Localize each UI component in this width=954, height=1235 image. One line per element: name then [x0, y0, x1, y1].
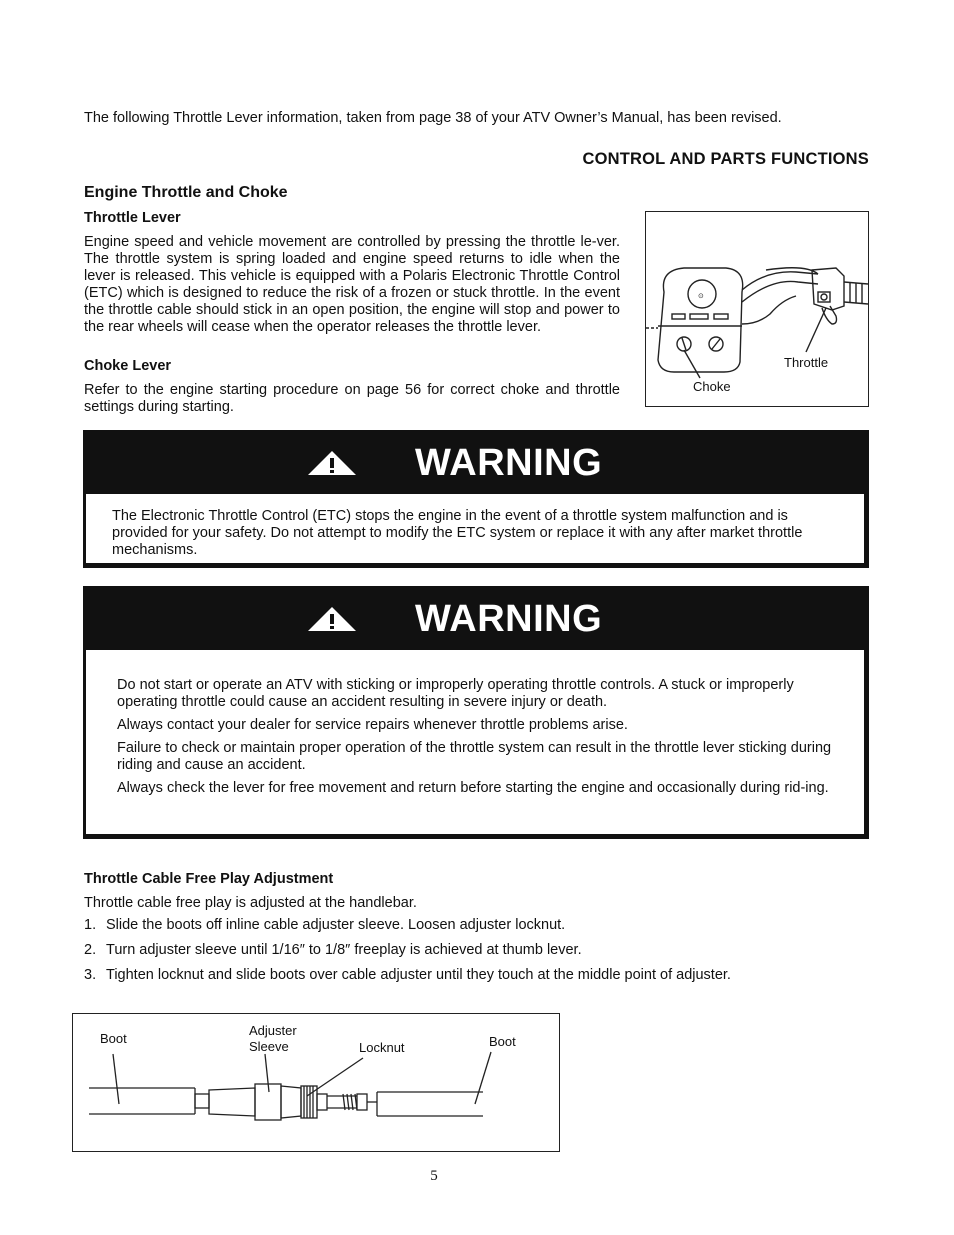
page-number: 5	[430, 1168, 438, 1184]
warning-2-paragraph: Always check the lever for free movement and return before starting the engine and occasionally during rid-ing.	[117, 780, 829, 796]
warning-2-paragraph: Always contact your dealer for service repairs whenever throttle problems arise.	[117, 717, 628, 733]
section-title: CONTROL AND PARTS FUNCTIONS	[582, 150, 869, 168]
boot-left-label: Boot	[100, 1031, 127, 1046]
throttle-lever-title: Throttle Lever	[84, 210, 181, 226]
choke-label: Choke	[693, 379, 731, 394]
warning-triangle-icon	[307, 450, 357, 476]
throttle-lever-text: Engine speed and vehicle movement are controlled by pressing the throttle le-ver. The throttle system is spring loaded and engine speed returns to idle when the lever is released. This vehicle is equipped with a Polaris Electronic Throttle Control (ETC) which is designed to reduce the risk of a frozen or stuck throttle. In the event the throttle cable should stick in an open position, the engine will stop and power to the rear wheels will cease when the operator releases the throttle lever.	[84, 234, 620, 335]
warning-title-2: WARNING	[415, 598, 603, 640]
warning-2-paragraph: Do not start or operate an ATV with sticking or improperly operating throttle controls. A stuck or improperly operating throttle could cause an accident resulting in severe injury or death.	[117, 677, 794, 710]
adjustment-lead: Throttle cable free play is adjusted at the handlebar.	[84, 895, 417, 911]
choke-lever-text: Refer to the engine starting procedure on page 56 for correct choke and throttle settings during starting.	[84, 382, 620, 415]
choke-lever-title: Choke Lever	[84, 358, 172, 374]
adjustment-title: Throttle Cable Free Play Adjustment	[84, 871, 334, 887]
warning-text-1: The Electronic Throttle Control (ETC) stops the engine in the event of a throttle system malfunction and is provided for your safety. Do not attempt to modify the ETC system or replace it with any after market throttle mechanisms.	[112, 508, 803, 558]
throttle-label: Throttle	[784, 355, 829, 370]
step-item: 3. Tighten locknut and slide boots over cable adjuster until they touch at the middle point of adjuster.	[84, 967, 731, 983]
intro-text: The following Throttle Lever information, taken from page 38 of your ATV Owner’s Manual, has been revised.	[84, 110, 782, 126]
warning-header-1	[83, 430, 869, 494]
adjuster-label-line1: Adjuster	[249, 1023, 297, 1038]
adjuster-label-line2: Sleeve	[249, 1039, 289, 1054]
warning-text-2	[86, 650, 864, 797]
step-item: 2. Turn adjuster sleeve until 1/16″ to 1/8″ freeplay is achieved at thumb lever.	[84, 942, 582, 958]
cable-adjuster-figure	[72, 1013, 560, 1152]
warning-triangle-icon	[307, 606, 357, 632]
warning-box-2	[83, 586, 869, 839]
warning-title-1: WARNING	[415, 442, 603, 484]
boot-right-label: Boot	[489, 1034, 516, 1049]
svg-text:⊙: ⊙	[698, 292, 704, 300]
cable-adjuster-illustration	[73, 1014, 559, 1151]
handlebar-controls-figure	[645, 211, 869, 407]
warning-2-paragraph: Failure to check or maintain proper operation of the throttle system can result in the throttle lever sticking during riding and cause an accident.	[117, 740, 832, 773]
heading-engine-throttle: Engine Throttle and Choke	[84, 184, 288, 201]
handlebar-controls-illustration	[646, 212, 868, 406]
step-item: 1. Slide the boots off inline cable adjuster sleeve. Loosen adjuster locknut.	[84, 917, 566, 933]
locknut-label: Locknut	[359, 1040, 405, 1055]
warning-box-1	[83, 430, 869, 568]
warning-header-2	[83, 586, 869, 650]
